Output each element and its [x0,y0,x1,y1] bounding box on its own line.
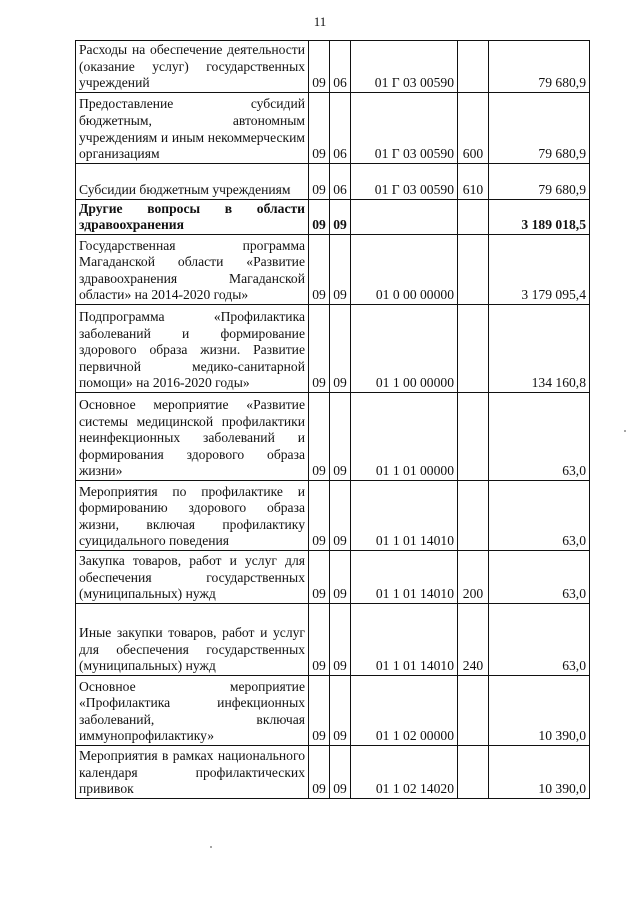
amount-cell: 63,0 [489,603,590,675]
expense-type-cell [458,304,489,392]
subsection-code-cell: 06 [330,92,351,163]
amount-cell: 63,0 [489,550,590,603]
expense-type-cell [458,234,489,304]
expense-type-cell [458,675,489,745]
amount-cell: 134 160,8 [489,304,590,392]
subsection-code-cell: 09 [330,745,351,798]
budget-table [75,40,590,799]
amount-cell: 79 680,9 [489,163,590,199]
table-row [76,41,590,93]
section-code-cell: 09 [309,41,330,93]
row-name-cell: Предоставление субсидий бюджетным, автономным учреждениям и иным некоммерческим организациям [76,92,309,163]
target-article-cell: 01 1 01 00000 [351,392,458,480]
target-article-cell: 01 Г 03 00590 [351,163,458,199]
table-row [76,392,590,480]
subsection-code-cell: 09 [330,304,351,392]
subsection-code-cell: 09 [330,199,351,234]
table-row [76,550,590,603]
target-article-cell: 01 1 02 00000 [351,675,458,745]
expense-type-cell [458,480,489,550]
row-name-cell: Государственная программа Магаданской области «Развитие здравоохранения Магаданской области» на 2014-2020 годы» [76,234,309,304]
table-row [76,480,590,550]
row-name-cell: Подпрограмма «Профилактика заболеваний и формирование здорового образа жизни. Развитие первичной медико-санитарной помощи» на 2016-2020 годы» [76,304,309,392]
section-code-cell: 09 [309,480,330,550]
table-row [76,745,590,798]
row-name-cell: Мероприятия по профилактике и формированию здорового образа жизни, включая профилактику суицидального поведения [76,480,309,550]
scan-speck [624,430,626,432]
expense-type-cell [458,41,489,93]
section-code-cell: 09 [309,392,330,480]
section-code-cell: 09 [309,163,330,199]
amount-cell: 3 179 095,4 [489,234,590,304]
table-row [76,92,590,163]
page-number: 11 [313,14,327,29]
scan-speck [210,846,212,848]
target-article-cell: 01 1 00 00000 [351,304,458,392]
row-name-cell: Закупка товаров, работ и услуг для обеспечения государственных (муниципальных) нужд [76,550,309,603]
subsection-code-cell: 06 [330,163,351,199]
expense-type-cell [458,392,489,480]
table-row [76,199,590,234]
section-code-cell: 09 [309,550,330,603]
amount-cell: 63,0 [489,480,590,550]
subsection-code-cell: 09 [330,550,351,603]
amount-cell: 79 680,9 [489,41,590,93]
row-name-cell: Иные закупки товаров, работ и услуг для обеспечения государственных (муниципальных) нужд [76,603,309,675]
row-name-cell: Другие вопросы в области здравоохранения [76,199,309,234]
subsection-code-cell: 06 [330,41,351,93]
subsection-code-cell: 09 [330,675,351,745]
subsection-code-cell: 09 [330,480,351,550]
target-article-cell: 01 1 02 14020 [351,745,458,798]
section-code-cell: 09 [309,199,330,234]
table-row [76,304,590,392]
amount-cell: 3 189 018,5 [489,199,590,234]
table-row [76,603,590,675]
target-article-cell [351,199,458,234]
subsection-code-cell: 09 [330,392,351,480]
target-article-cell: 01 1 01 14010 [351,480,458,550]
amount-cell: 63,0 [489,392,590,480]
expense-type-cell: 200 [458,550,489,603]
expense-type-cell [458,745,489,798]
amount-cell: 79 680,9 [489,92,590,163]
section-code-cell: 09 [309,304,330,392]
section-code-cell: 09 [309,745,330,798]
expense-type-cell [458,199,489,234]
target-article-cell: 01 Г 03 00590 [351,41,458,93]
section-code-cell: 09 [309,675,330,745]
target-article-cell: 01 1 01 14010 [351,603,458,675]
expense-type-cell: 240 [458,603,489,675]
section-code-cell: 09 [309,603,330,675]
subsection-code-cell: 09 [330,603,351,675]
row-name-cell: Основное мероприятие «Развитие системы медицинской профилактики неинфекционных заболеваний и формирования здорового образа жизни» [76,392,309,480]
subsection-code-cell: 09 [330,234,351,304]
expense-type-cell: 610 [458,163,489,199]
target-article-cell: 01 Г 03 00590 [351,92,458,163]
amount-cell: 10 390,0 [489,745,590,798]
section-code-cell: 09 [309,92,330,163]
row-name-cell: Основное мероприятие «Профилактика инфекционных заболеваний, включая иммунопрофилактику» [76,675,309,745]
row-name-cell: Мероприятия в рамках национального календаря профилактических прививок [76,745,309,798]
section-code-cell: 09 [309,234,330,304]
table-row [76,163,590,199]
target-article-cell: 01 0 00 00000 [351,234,458,304]
row-name-cell: Субсидии бюджетным учреждениям [76,163,309,199]
target-article-cell: 01 1 01 14010 [351,550,458,603]
row-name-cell: Расходы на обеспечение деятельности (оказание услуг) государственных учреждений [76,41,309,93]
budget-table-body [76,41,590,799]
table-row [76,234,590,304]
amount-cell: 10 390,0 [489,675,590,745]
table-row [76,675,590,745]
expense-type-cell: 600 [458,92,489,163]
